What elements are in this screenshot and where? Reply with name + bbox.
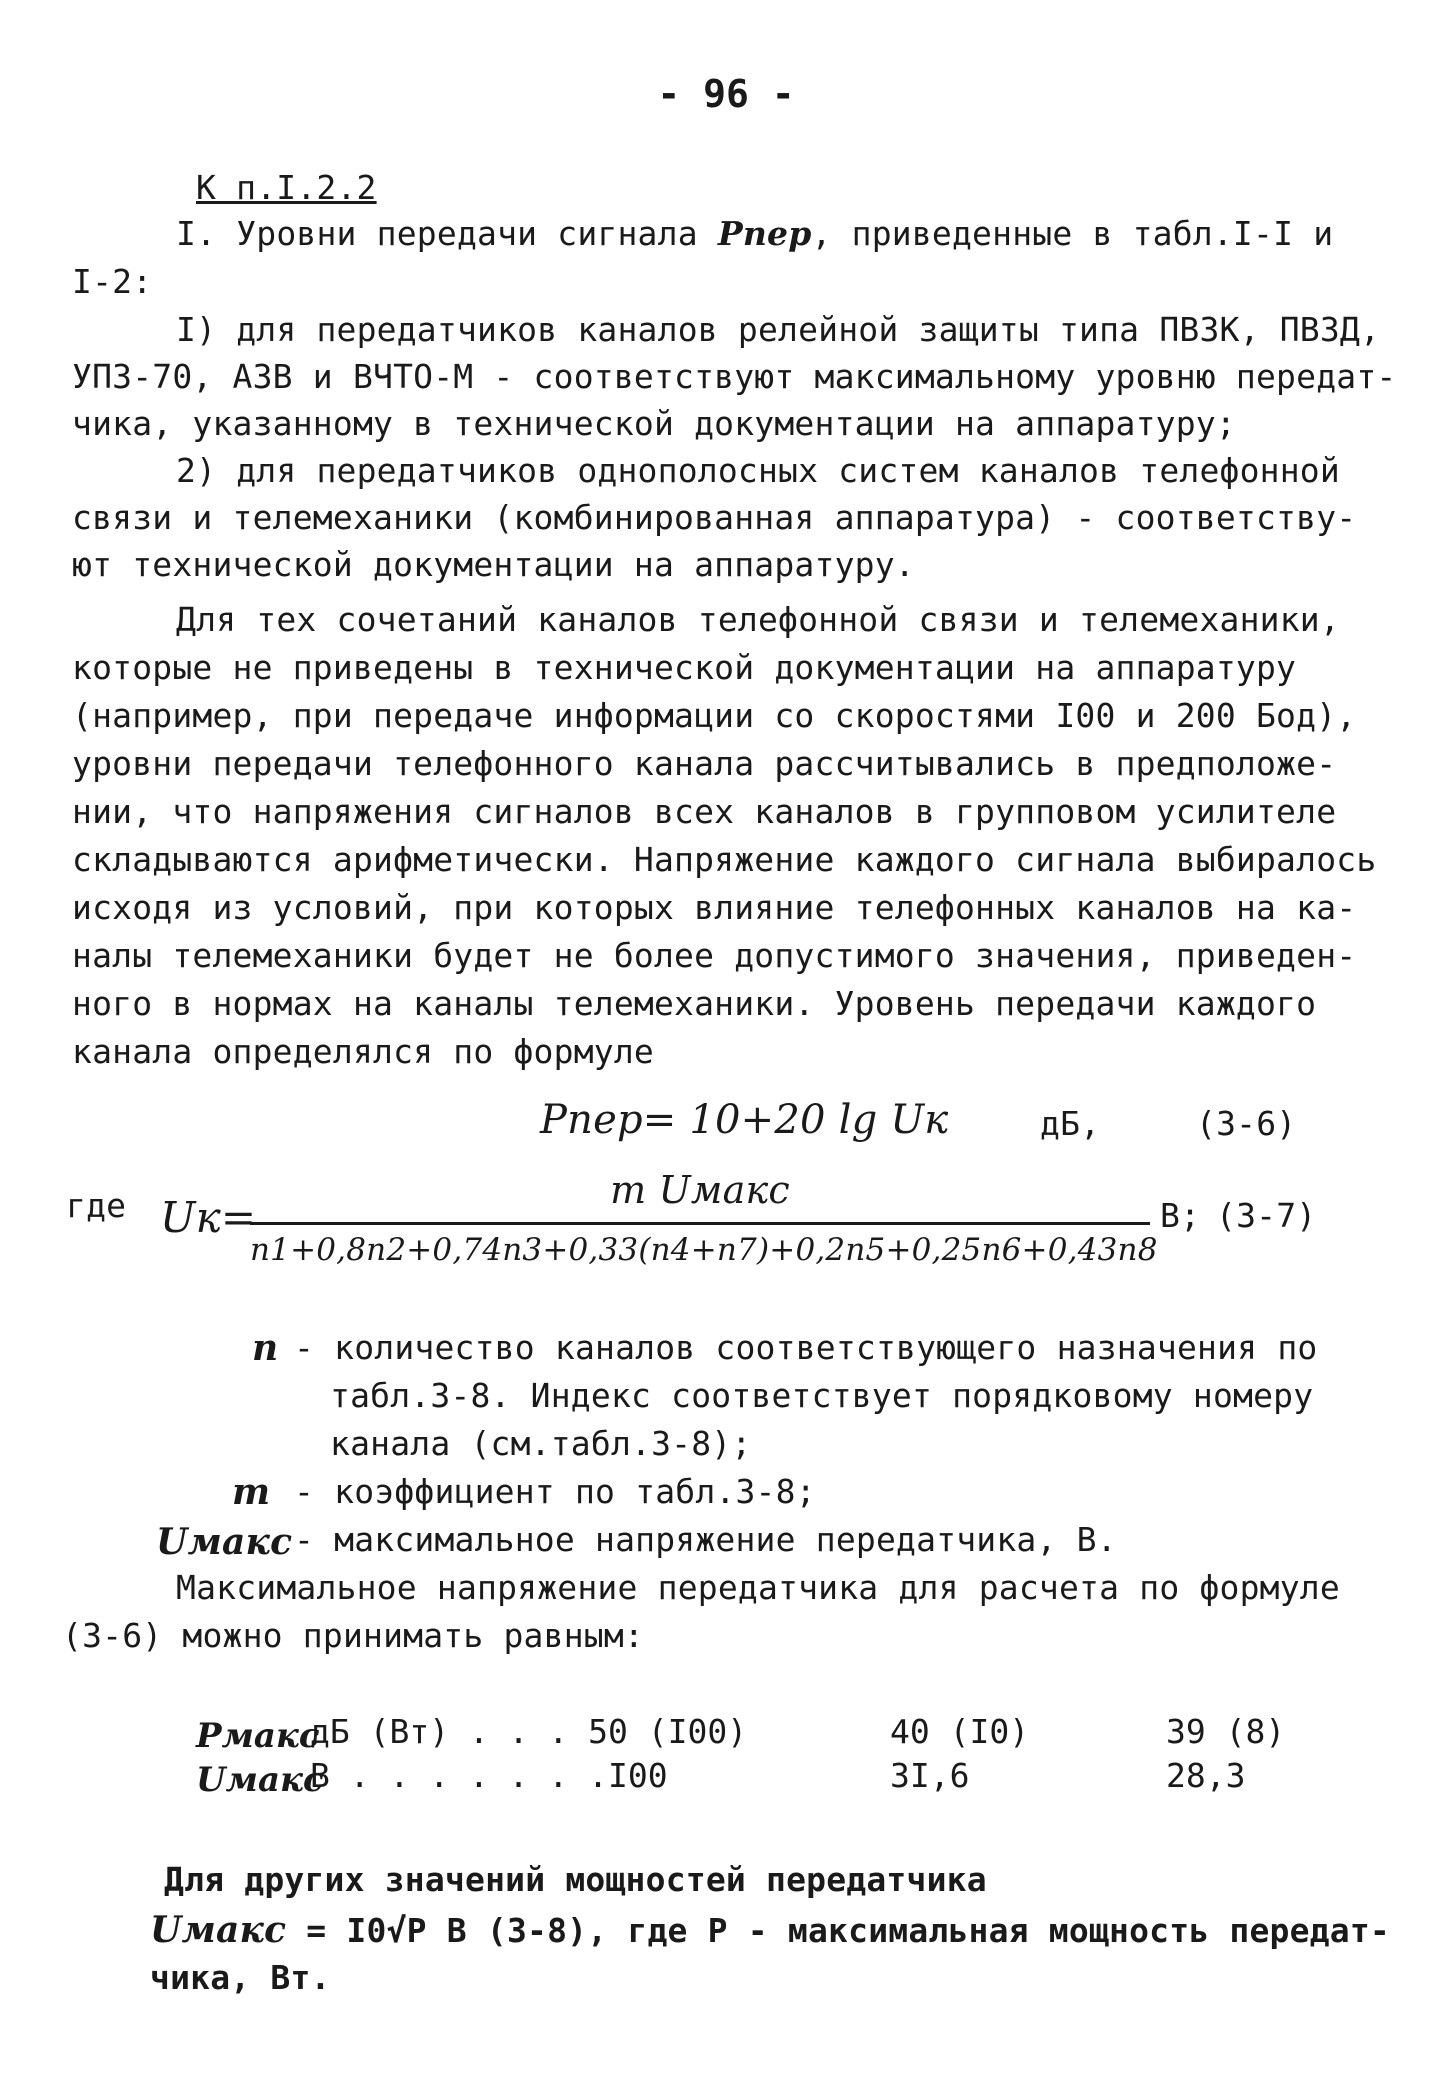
definition-n-line-3: канала (см.табл.3-8); bbox=[330, 1424, 752, 1463]
definition-n-line-1: - количество каналов соответствующего назначения по bbox=[294, 1328, 1318, 1367]
paragraph-2-line-9: ного в нормах на каналы телемеханики. Уровень передачи каждого bbox=[72, 984, 1317, 1023]
paragraph-4-line-3: чика, Вт. bbox=[150, 1958, 331, 1997]
text-segment: I. Уровни передачи сигнала bbox=[176, 214, 718, 253]
table-row-2-value-2: 3I,6 bbox=[890, 1756, 970, 1795]
formula-3-7-where: где bbox=[66, 1186, 127, 1225]
definition-u-line-1: - максимальное напряжение передатчика, В. bbox=[294, 1520, 1117, 1559]
paragraph-4-line-1: Для других значений мощностей передатчика bbox=[164, 1860, 987, 1899]
definition-n-line-2: табл.3-8. Индекс соответствует порядковому номеру bbox=[330, 1376, 1314, 1415]
paragraph-4-line-2 bbox=[150, 1910, 1390, 1951]
definition-m-symbol: m bbox=[232, 1471, 271, 1513]
section-reference: К п.I.2.2 bbox=[196, 168, 377, 207]
table-row-2-label: В . . . . . . .I00 bbox=[310, 1756, 668, 1795]
table-row-1-value-2: 40 (I0) bbox=[890, 1712, 1030, 1751]
paragraph-2-line-4: уровни передачи телефонного канала рассчитывались в предположе- bbox=[72, 744, 1337, 783]
paragraph-2-line-10: канала определялся по формуле bbox=[72, 1032, 654, 1071]
page-number: - 96 - bbox=[657, 72, 795, 116]
formula-3-6-unit: дБ, bbox=[1040, 1104, 1101, 1143]
formula-3-7-unit: В; bbox=[1160, 1196, 1201, 1235]
item-2-line-2: связи и телемеханики (комбинированная аппаратура) - соответству- bbox=[72, 498, 1357, 537]
paragraph-1-line-1 bbox=[176, 214, 1333, 254]
text-segment: = I0√P В (3-8), где Р - максимальная мощность передат- bbox=[286, 1911, 1390, 1950]
paragraph-1-line-2: I-2: bbox=[72, 262, 153, 301]
paragraph-2-line-8: налы телемеханики будет не более допустимого значения, приведен- bbox=[72, 936, 1357, 975]
symbol-u-maks: Uмакс bbox=[150, 1909, 287, 1951]
paragraph-2-line-5: нии, что напряжения сигналов всех каналов в групповом усилителе bbox=[72, 792, 1337, 831]
formula-3-7-number: (3-7) bbox=[1216, 1196, 1317, 1235]
item-2-line-3: ют технической документации на аппаратуру. bbox=[72, 545, 915, 584]
item-1-line-1: I) для передатчиков каналов релейной защиты типа ПВЗК, ПВЗД, bbox=[176, 310, 1381, 349]
table-row-1-label: дБ (Вт) . . . 50 (I00) bbox=[310, 1712, 748, 1751]
table-row-2-symbol: Uмакс bbox=[196, 1760, 324, 1800]
item-2-line-1: 2) для передатчиков однополосных систем каналов телефонной bbox=[176, 451, 1340, 490]
paragraph-2-line-1: Для тех сочетаний каналов телефонной связи и телемеханики, bbox=[176, 600, 1340, 639]
table-row-1-value-3: 39 (8) bbox=[1166, 1712, 1286, 1751]
table-row-1-symbol: Pмакс bbox=[196, 1716, 320, 1756]
definition-m-line-1: - коэффициент по табл.3-8; bbox=[294, 1472, 816, 1511]
item-1-line-2: УПЗ-70, АЗВ и ВЧТО-М - соответствуют максимальному уровню передат- bbox=[72, 357, 1397, 396]
text-segment: , приведенные в табл.I-I и bbox=[811, 214, 1334, 253]
formula-3-6-number: (3-6) bbox=[1196, 1104, 1297, 1143]
fraction-bar bbox=[250, 1222, 1150, 1225]
formula-3-7-numerator: m Uмакс bbox=[610, 1168, 790, 1212]
symbol-p-per: Pпер bbox=[717, 214, 812, 253]
paragraph-2-line-3: (например, при передаче информации со скоростями I00 и 200 Бод), bbox=[72, 696, 1357, 735]
table-row-2-value-3: 28,3 bbox=[1166, 1756, 1246, 1795]
definition-n-symbol: n bbox=[252, 1327, 279, 1369]
item-1-line-3: чика, указанному в технической документации на аппаратуру; bbox=[72, 404, 1236, 443]
paragraph-2-line-7: исходя из условий, при которых влияние телефонных каналов на ка- bbox=[72, 888, 1357, 927]
formula-3-7-lhs: Uк= bbox=[160, 1193, 257, 1242]
paragraph-2-line-6: складываются арифметически. Напряжение каждого сигнала выбиралось bbox=[72, 840, 1377, 879]
formula-3-6-expression: Pпер= 10+20 lg Uк bbox=[540, 1097, 949, 1143]
paragraph-3-line-2: (3-6) можно принимать равным: bbox=[62, 1616, 644, 1655]
paragraph-2-line-2: которые не приведены в технической документации на аппаратуру bbox=[72, 648, 1297, 687]
definition-u-symbol: Uмакс bbox=[156, 1521, 293, 1563]
paragraph-3-line-1: Максимальное напряжение передатчика для расчета по формуле bbox=[176, 1568, 1340, 1607]
formula-3-7-denominator: n1+0,8n2+0,74n3+0,33(n4+n7)+0,2n5+0,25n6+0,43n8 bbox=[250, 1232, 1158, 1268]
